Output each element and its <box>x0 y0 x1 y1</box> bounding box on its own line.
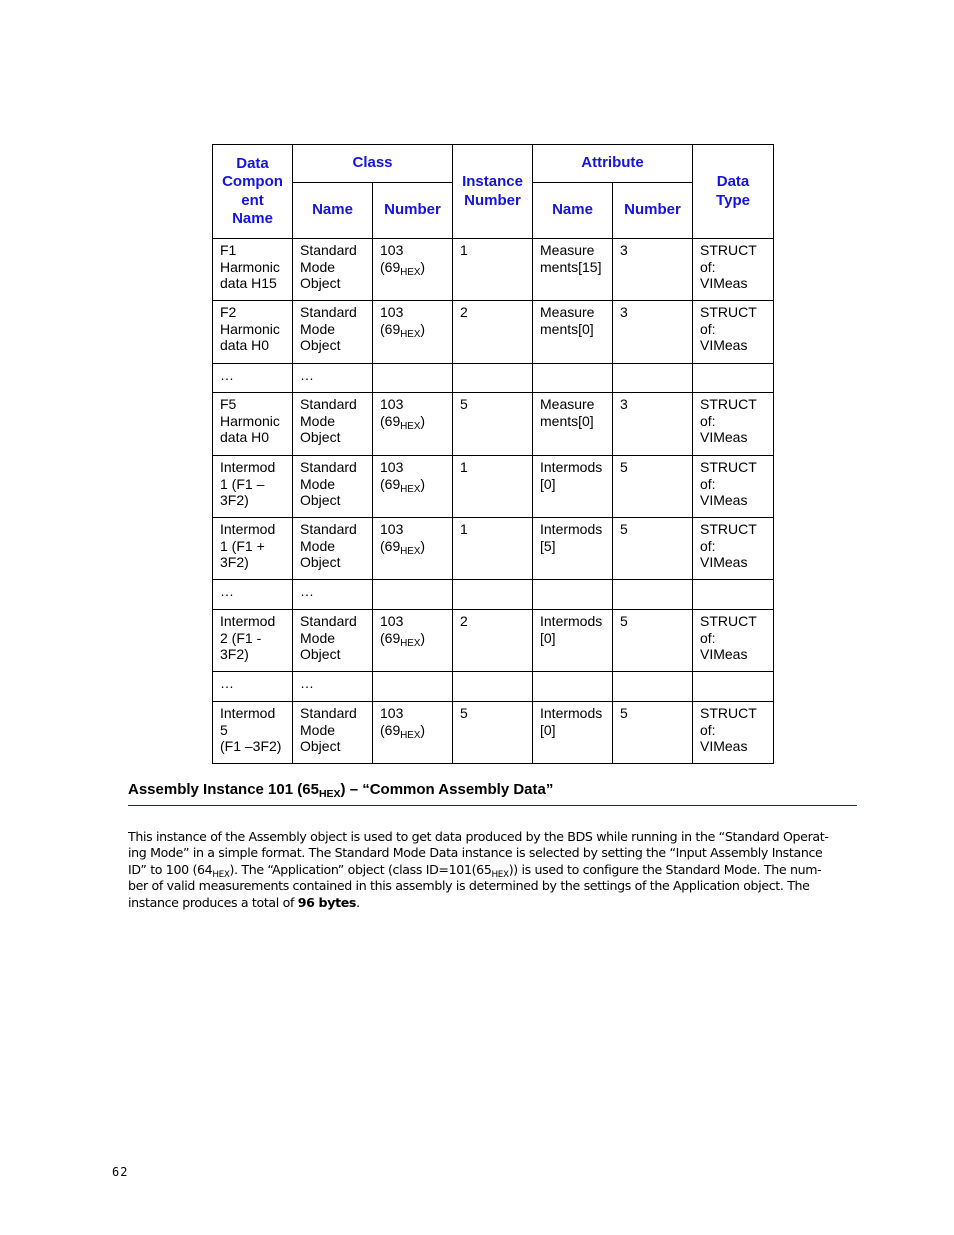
body-line <box>128 862 860 878</box>
cell-component: Intermod 5 (F1 –3F2) <box>213 702 293 764</box>
cell-attr-number: 5 <box>613 610 693 672</box>
cell-class-name: Standard Mode Object <box>293 301 373 364</box>
header-text: Instance <box>462 173 523 190</box>
cell-attr-number <box>613 580 693 610</box>
cell-component: Intermod 1 (F1 + 3F2) <box>213 518 293 580</box>
cell-attr-name: Intermods [0] <box>533 456 613 518</box>
cell-component: … <box>213 364 293 393</box>
header-text: Data <box>716 173 750 190</box>
table-row <box>213 610 774 672</box>
table-row <box>213 364 774 393</box>
cell-instance: 1 <box>453 456 533 518</box>
data-component-table <box>212 144 774 764</box>
cell-instance: 1 <box>453 518 533 580</box>
table-row <box>213 393 774 456</box>
section-heading <box>128 780 857 800</box>
cell-attr-name <box>533 580 613 610</box>
cell-class-number: 103 $(69_{HEX})$ <box>373 702 453 764</box>
cell-attr-number: 3 <box>613 239 693 301</box>
body-text: )) is used to configure the Standard Mode. The num- <box>508 861 822 877</box>
heading-text: Assembly Instance 101 (65 <box>128 781 319 798</box>
cell-instance: 5 <box>453 702 533 764</box>
page-number: 62 <box>112 1165 129 1179</box>
table-row <box>213 239 774 301</box>
cell-data-type: STRUCT of: VIMeas <box>693 301 774 364</box>
cell-component: F2 Harmonic data H0 <box>213 301 293 364</box>
table-row <box>213 580 774 610</box>
body-line <box>128 895 860 911</box>
cell-class-number <box>373 580 453 610</box>
table-row <box>213 702 774 764</box>
cell-instance <box>453 672 533 702</box>
cell-component: … <box>213 580 293 610</box>
cell-attr-number <box>613 672 693 702</box>
cell-class-name: Standard Mode Object <box>293 518 373 580</box>
cell-class-name: Standard Mode Object <box>293 702 373 764</box>
cell-class-name: Standard Mode Object <box>293 456 373 518</box>
table-body <box>213 239 774 764</box>
cell-instance <box>453 580 533 610</box>
hex-subscript: HEX <box>212 869 230 880</box>
cell-data-type: STRUCT of: VIMeas <box>693 393 774 456</box>
cell-data-type <box>693 672 774 702</box>
cell-instance: 2 <box>453 301 533 364</box>
cell-data-type: STRUCT of: VIMeas <box>693 239 774 301</box>
header-component-name <box>213 145 293 239</box>
cell-attr-name: Intermods [5] <box>533 518 613 580</box>
cell-attr-name: Measure ments[15] <box>533 239 613 301</box>
body-line: This instance of the Assembly object is used to get data produced by the BDS while running in the “Standard Operat- <box>128 829 829 844</box>
cell-instance: 5 <box>453 393 533 456</box>
header-class-number: Number <box>373 183 453 239</box>
header-text: Compon <box>222 173 283 190</box>
body-line: ber of valid measurements contained in this assembly is determined by the settings of the Application object. The <box>128 878 810 894</box>
cell-class-number: 103 $(69_{HEX})$ <box>373 456 453 518</box>
cell-attr-name: Measure ments[0] <box>533 393 613 456</box>
cell-class-name: … <box>293 364 373 393</box>
cell-attr-number: 5 <box>613 702 693 764</box>
cell-instance: 1 <box>453 239 533 301</box>
cell-class-number: 103 $(69_{HEX})$ <box>373 518 453 580</box>
body-text: . <box>356 894 360 910</box>
cell-class-number: 103 $(69_{HEX})$ <box>373 610 453 672</box>
cell-data-type <box>693 364 774 393</box>
header-instance-number <box>453 145 533 239</box>
header-attribute-number: Number <box>613 183 693 239</box>
cell-component: … <box>213 672 293 702</box>
cell-instance: 2 <box>453 610 533 672</box>
cell-data-type: STRUCT of: VIMeas <box>693 702 774 764</box>
header-text: Name <box>232 210 273 227</box>
cell-component: Intermod 2 (F1 - 3F2) <box>213 610 293 672</box>
cell-component: F5 Harmonic data H0 <box>213 393 293 456</box>
cell-data-type: STRUCT of: VIMeas <box>693 456 774 518</box>
cell-attr-number: 5 <box>613 456 693 518</box>
table-row <box>213 301 774 364</box>
cell-class-name: Standard Mode Object <box>293 610 373 672</box>
header-data-type <box>693 145 774 239</box>
cell-class-name: … <box>293 580 373 610</box>
cell-class-number <box>373 364 453 393</box>
table-row <box>213 672 774 702</box>
header-class: Class <box>293 145 453 183</box>
header-text: Type <box>716 191 750 209</box>
body-text: instance produces a total of <box>128 894 298 910</box>
table-row <box>213 518 774 580</box>
cell-class-name: … <box>293 672 373 702</box>
heading-subscript: HEX <box>318 788 341 800</box>
body-paragraph <box>128 829 860 911</box>
cell-class-name: Standard Mode Object <box>293 393 373 456</box>
cell-class-name: Standard Mode Object <box>293 239 373 301</box>
cell-attr-number: 3 <box>613 393 693 456</box>
body-line: ing Mode” in a simple format. The Standard Mode Data instance is selected by setting the “Input Assembly Instance <box>128 845 823 861</box>
cell-class-number: 103 $(69_{HEX})$ <box>373 301 453 364</box>
cell-attr-name: Intermods [0] <box>533 702 613 764</box>
cell-component: Intermod 1 (F1 – 3F2) <box>213 456 293 518</box>
header-text: Data <box>236 154 269 172</box>
cell-attr-number: 3 <box>613 301 693 364</box>
cell-class-number <box>373 672 453 702</box>
header-attribute-name: Name <box>533 183 613 239</box>
cell-component: F1 Harmonic data H15 <box>213 239 293 301</box>
cell-attr-number: 5 <box>613 518 693 580</box>
table-row <box>213 456 774 518</box>
bytes-emphasis: 96 bytes <box>297 894 357 910</box>
hex-subscript: HEX <box>491 869 509 880</box>
cell-attr-name <box>533 672 613 702</box>
cell-data-type <box>693 580 774 610</box>
cell-class-number: 103 $(69_{HEX})$ <box>373 393 453 456</box>
cell-class-number: 103 $(69_{HEX})$ <box>373 239 453 301</box>
heading-text-end: ) – “Common Assembly Data” <box>340 781 554 798</box>
header-text: Number <box>464 191 521 209</box>
cell-attr-name: Intermods [0] <box>533 610 613 672</box>
cell-instance <box>453 364 533 393</box>
header-class-name: Name <box>293 183 373 239</box>
cell-attr-name <box>533 364 613 393</box>
body-text: ID” to 100 (64 <box>128 861 213 877</box>
cell-attr-number <box>613 364 693 393</box>
cell-attr-name: Measure ments[0] <box>533 301 613 364</box>
header-text: ent <box>241 191 264 209</box>
header-attribute: Attribute <box>533 145 693 183</box>
heading-divider <box>128 805 857 806</box>
body-text: ). The “Application” object (class ID=101(65 <box>229 861 492 877</box>
cell-data-type: STRUCT of: VIMeas <box>693 518 774 580</box>
cell-data-type: STRUCT of: VIMeas <box>693 610 774 672</box>
